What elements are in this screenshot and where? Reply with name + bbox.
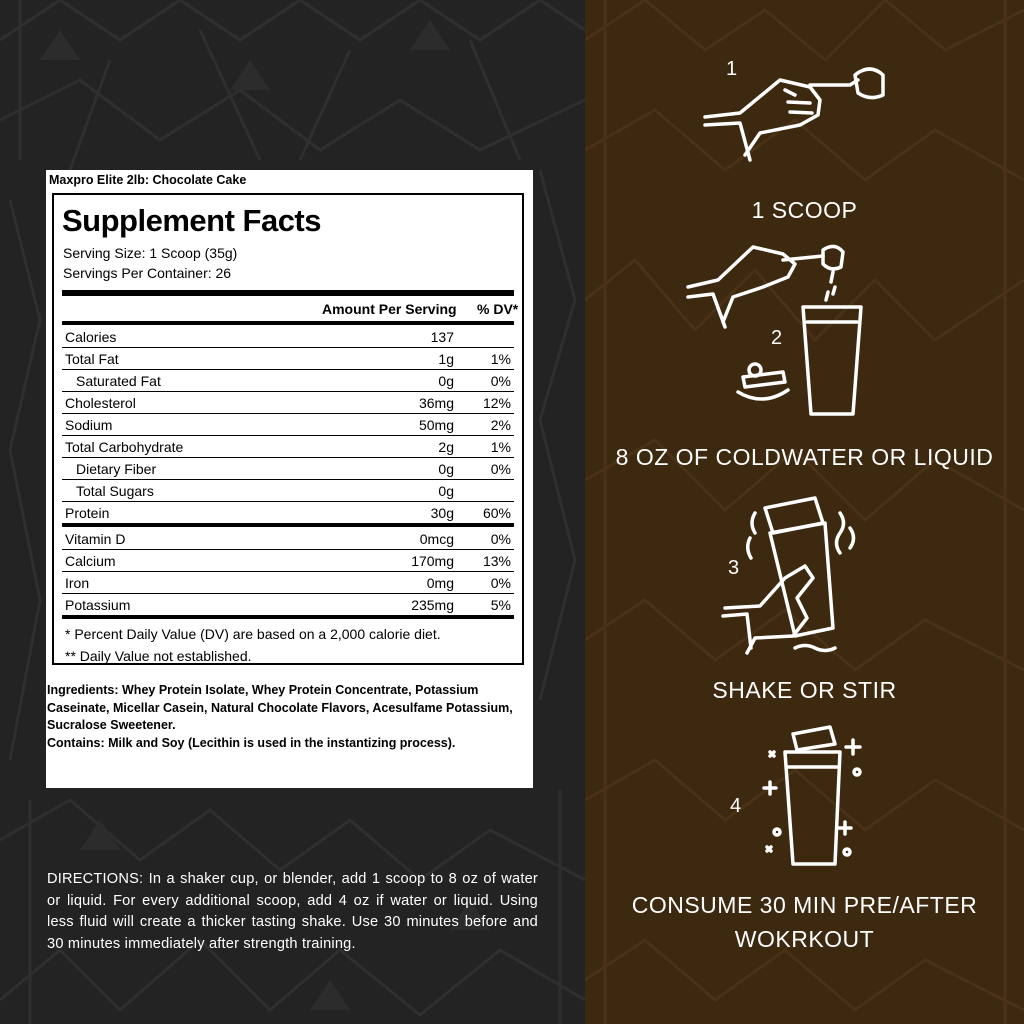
step-caption: CONSUME 30 MIN PRE/AFTER WOKRKOUT [631, 892, 978, 952]
nutrient-row [62, 347, 514, 370]
thick-divider [62, 290, 514, 296]
nutrient-dv: 0% [490, 373, 511, 389]
supplement-facts-card [46, 170, 533, 788]
nutrient-name: Total Sugars [76, 483, 154, 499]
daily-value-header: % DV* [477, 301, 519, 317]
nutrient-row [62, 593, 514, 619]
nutrient-amount: 0g [438, 461, 454, 477]
nutrient-dv: 1% [490, 351, 511, 367]
nutrient-amount: 0g [438, 373, 454, 389]
facts-title: Supplement Facts [62, 203, 321, 238]
nutrient-dv: 0% [490, 575, 511, 591]
nutrient-row [62, 369, 514, 392]
directions-text: DIRECTIONS: In a shaker cup, or blender, add 1 scoop to 8 oz of water or liquid. For every additional scoop, add 4 oz if water or liquid. Using less fluid will create a thicker tasting shake. Use 30 minutes before and 30 minutes immediately after strength training. [47, 871, 538, 952]
nutrient-name: Iron [65, 575, 90, 591]
nutrient-name: Total Carbohydrate [65, 439, 184, 455]
sparkling-shaker-icon [755, 722, 870, 870]
nutrient-name: Total Fat [65, 351, 119, 367]
servings-per-container: Servings Per Container: 26 [63, 265, 232, 281]
nutrient-name: Calories [65, 329, 117, 345]
step-number: 2 [771, 327, 783, 349]
nutrient-dv: 0% [490, 531, 511, 547]
product-name: Maxpro Elite 2lb: Chocolate Cake [49, 173, 247, 187]
nutrient-amount: 0mg [426, 575, 454, 591]
nutrient-name: Vitamin D [65, 531, 126, 547]
nutrient-dv: 2% [490, 417, 511, 433]
allergen-text: Contains: Milk and Soy (Lecithin is used in the instantizing process). [47, 735, 456, 750]
step-caption: SHAKE OR STIR [712, 677, 897, 703]
nutrient-row [62, 413, 514, 436]
nutrient-amount: 0g [438, 483, 454, 499]
nutrient-amount: 36mg [418, 395, 454, 411]
supplement-facts-panel [52, 193, 524, 665]
step-number: 1 [726, 58, 738, 80]
nutrient-dv: 5% [490, 597, 511, 613]
step-caption: 1 SCOOP [751, 197, 858, 223]
nutrient-dv: 12% [482, 395, 511, 411]
ingredients-text: Ingredients: Whey Protein Isolate, Whey Protein Concentrate, Potassium Caseinate, Micellar Casein, Natural Chocolate Flavors, Acesulfame Potassium, Sucralose Sweetener. [47, 683, 513, 732]
nutrient-amount: 0mcg [419, 531, 454, 547]
nutrient-dv: 0% [490, 461, 511, 477]
step-number: 3 [728, 557, 740, 579]
nutrient-amount: 2g [438, 439, 454, 455]
amount-per-serving-header: Amount Per Serving [322, 301, 457, 317]
serving-size: Serving Size: 1 Scoop (35g) [63, 245, 238, 261]
nutrient-amount: 137 [430, 329, 454, 345]
nutrient-row [62, 325, 514, 348]
nutrient-row [62, 501, 514, 527]
nutrient-amount: 235mg [411, 597, 454, 613]
dv-footnote: * Percent Daily Value (DV) are based on a 2,000 calorie diet. [65, 626, 441, 642]
hand-scoop-icon [700, 55, 890, 165]
nutrient-name: Saturated Fat [76, 373, 161, 389]
nutrient-amount: 50mg [418, 417, 454, 433]
nutrient-row [62, 479, 514, 502]
step-caption: 8 OZ OF COLDWATER OR LIQUID [615, 444, 994, 470]
nutrient-dv: 1% [490, 439, 511, 455]
nutrient-name: Dietary Fiber [76, 461, 157, 477]
nutrient-name: Calcium [65, 553, 116, 569]
nutrient-dv: 13% [482, 553, 511, 569]
nutrient-name: Sodium [65, 417, 113, 433]
nutrient-row [62, 457, 514, 480]
nutrient-row [62, 391, 514, 414]
nutrient-row [62, 549, 514, 572]
pour-into-shaker-icon [683, 242, 873, 422]
nutrient-amount: 170mg [411, 553, 454, 569]
hand-shaking-bottle-icon [715, 488, 865, 658]
nutrient-amount: 30g [430, 505, 454, 521]
step-number: 4 [730, 795, 742, 817]
nutrient-row [62, 571, 514, 594]
dv-not-established-footnote: ** Daily Value not established. [65, 648, 252, 664]
nutrient-amount: 1g [438, 351, 454, 367]
nutrient-row [62, 435, 514, 458]
nutrient-name: Cholesterol [65, 395, 136, 411]
nutrient-name: Protein [65, 505, 110, 521]
ingredients-block [47, 682, 527, 752]
nutrient-row [62, 527, 514, 550]
nutrient-name: Potassium [65, 597, 131, 613]
nutrient-dv: 60% [482, 505, 511, 521]
